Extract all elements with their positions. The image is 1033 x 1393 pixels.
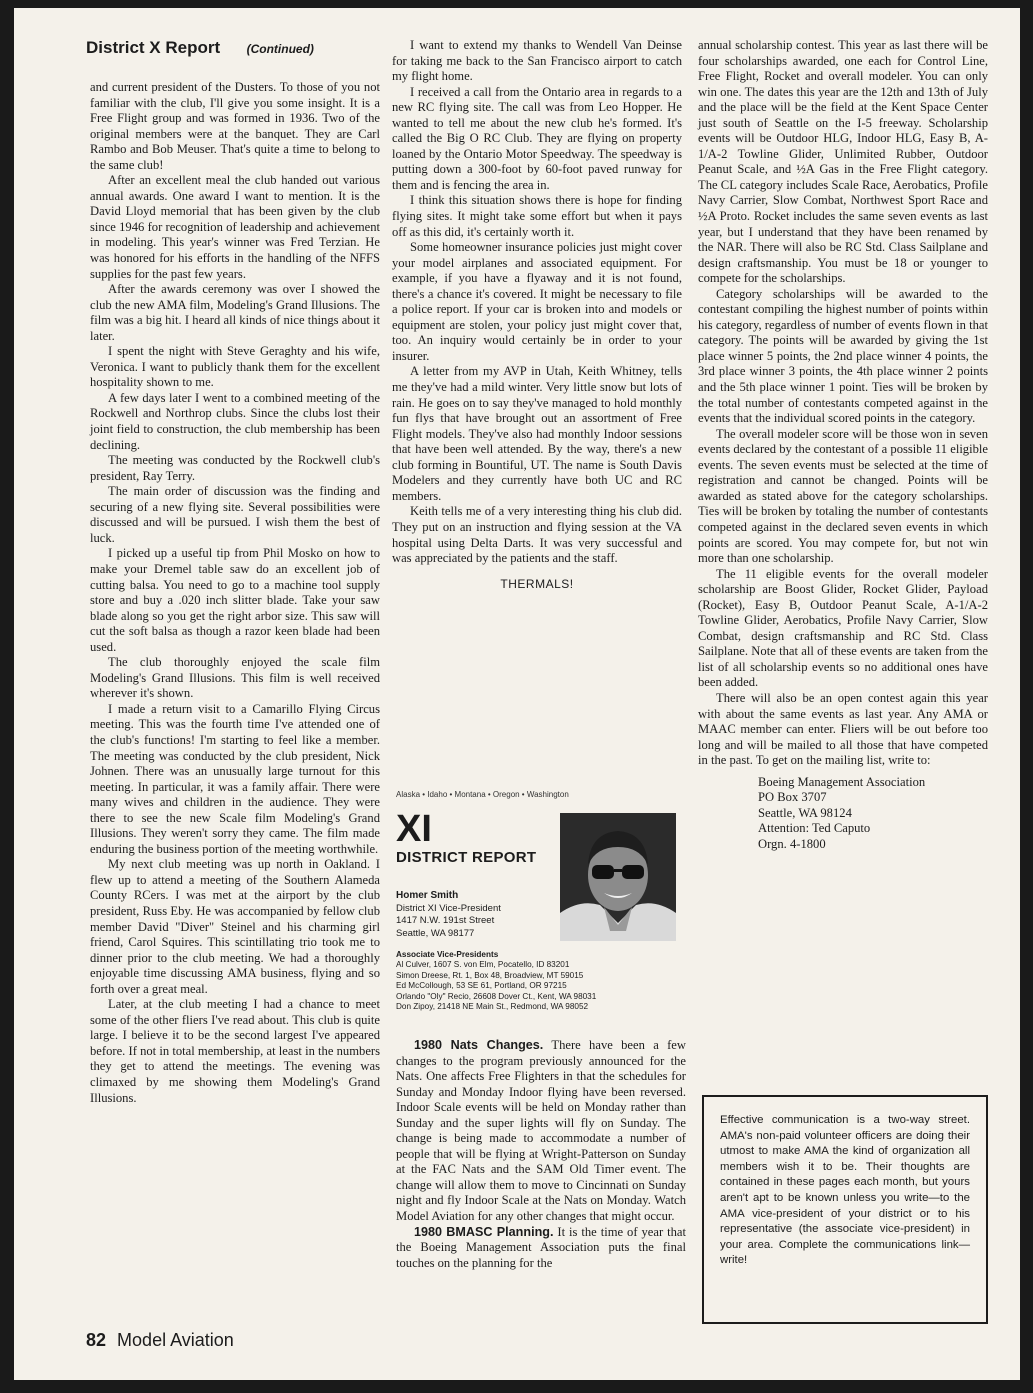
page-number: 82 xyxy=(86,1330,107,1350)
vp-street: 1417 N.W. 191st Street xyxy=(396,915,495,926)
paragraph: The 11 eligible events for the overall modeler scholarship are Boost Glider, Rocket Glider, Payload (Rocket), Easy B, Outdoor Peanut Scale, A-1/A-2 Towline Glider, Aerobatics, Profile Navy Carrier, Slow Combat, design craftsmanship and RC Std. Class Sailplane. Note that all of these events are taken from the list of all scholarship events so no additional ones have been added. xyxy=(698,566,988,690)
paragraph: I picked up a useful tip from Phil Mosko on how to make your Dremel table saw do an excellent job of cutting balsa. You need to go to a machine tool supply store and buy a .020 inch slitter blade. Take your saw blade along so you get the right arbor size. This saw will cut the soft balsa as though a razor keen blade had been used. xyxy=(90,546,380,654)
paragraph: annual scholarship contest. This year as last there will be four scholarships awarded, one each for Control Line, Free Flight, Rocket and overall modeler. You can only win one. The dates this year are the 12th and 13th of July and the place will be the field at the Kent Space Center just south of Seattle on the I-5 freeway. Scholarship events will be Outdoor HLG, Indoor HLG, Easy B, A-1/A-2 Towline Glider, Unlimited Rubber, Outdoor Peanut Scale, and ½A Gas in the Free Flight category. The CL category includes Scale Race, Aerobatics, Profile Navy Carrier, Slow Combat, Northwest Sport Race and ½A Proto. Rocket includes the same seven events as last year, but I understand that they have been renamed by the NAR. There will also be RC Std. Class Sailplane and design craftsmanship. You must be 18 or younger to compete for the scholarships. xyxy=(698,38,988,286)
paragraph: I made a return visit to a Camarillo Flying Circus meeting. This was the fourth time I've attended one of the club's functions! I'm starting to feel like a member. The meeting was conducted by the club president, Nick Johnen. There was an unusually large turnout for this meeting. In particular, it was a family affair. There were many wives and children in the audience. They were there to see the new Scale film Modeling's Grand Illusions. They weren't sorry they came. The film made enduring the business portion of the meeting worthwhile. xyxy=(90,701,380,856)
address-line: Orgn. 4-1800 xyxy=(758,837,826,852)
paragraph: Some homeowner insurance policies just might cover your model airplanes and associated equipment. For example, if you have a flyaway and it is not found, there's a chance it's covered. It might be necessary to file a police report. If your car is broken into and models or equipment are stolen, your policy just might cover that, too. An inquiry would certainly be in order to your insurer. xyxy=(392,240,682,363)
vp-title: District XI Vice-President xyxy=(396,902,501,914)
assoc-entry: Ed McCollough, 53 SE 61, Portland, OR 97215 xyxy=(396,981,567,991)
paragraph: A letter from my AVP in Utah, Keith Whitney, tells me they've had a mild winter. Very little snow but lots of rain. He goes on to say they've managed to hold monthly fun flys that have brought out an assortment of Free Flight models. They've also had monthly Indoor sessions that have been well attended. By the way, there's a new club forming in Bountiful, UT. The name is South Davis Modelers and they currently have both UC and RC members. xyxy=(392,364,682,503)
paragraph: After an excellent meal the club handed out various annual awards. One award I want to mention. It is the David Lloyd memorial that has been given by the club since 1946 for recognition of leadership and achievement in modeling. This year's winner was Fred Terzian. He was honored for his efforts in the handling of the NFFS supplies for the past few years. xyxy=(90,173,380,281)
district-report-title: DISTRICT REPORT xyxy=(396,849,537,866)
paragraph: I received a call from the Ontario area in regards to a new RC flying site. The call was from Leo Hopper. He wanted to tell me about the new club he's formed. It's called the Big O RC Club. They are flying on property loaned by the Ontario Motor Speedway. The speedway is putting down a 300-foot by 60-foot paved runway for them and is fencing the area in. xyxy=(392,84,682,192)
column-header xyxy=(86,38,386,58)
associate-vps xyxy=(396,950,686,1012)
district-states: Alaska • Idaho • Montana • Oregon • Washington xyxy=(396,790,569,799)
column-3 xyxy=(698,38,988,853)
bmasc-heading: 1980 BMASC Planning. xyxy=(414,1224,554,1239)
vp-name: Homer Smith xyxy=(396,890,459,901)
bmasc-text: It is the time of year that the Boeing Management Association puts the final touches on the planning for the xyxy=(396,1224,686,1270)
portrait-illustration xyxy=(560,813,676,941)
column-1 xyxy=(90,80,380,1106)
paragraph: The meeting was conducted by the Rockwell club's president, Ray Terry. xyxy=(90,453,380,483)
communication-text: Effective communication is a two-way street. AMA's non-paid volunteer officers are doing their utmost to make AMA the kind of organization all members wish it to be. Their thoughts are contained in these pages each month, but yours aren't apt to be known unless you write—to the AMA vice-president of your district or to his representative (the associate vice-president) in your area. Complete the communications link—write! xyxy=(720,1114,970,1267)
header-continued: (Continued) xyxy=(246,42,314,56)
paragraph: I spent the night with Steve Geraghty and his wife, Veronica. I want to publicly thank them for the excellent hospitality shown to me. xyxy=(90,344,380,390)
paragraph: The main order of discussion was the finding and securing of a new flying site. Several possibilities were discussed and will be pursued. I wish them the best of luck. xyxy=(90,484,380,545)
communication-box xyxy=(702,1095,988,1324)
assoc-entry: Don Zipoy, 21418 NE Main St., Redmond, WA 98052 xyxy=(396,1002,589,1012)
paragraph: I want to extend my thanks to Wendell Van Deinse for taking me back to the San Francisco airport to catch my flight home. xyxy=(392,38,682,84)
page-footer xyxy=(86,1330,234,1351)
assoc-entry: Al Culver, 1607 S. von Elm, Pocatello, ID 83201 xyxy=(396,960,570,970)
sign-off: THERMALS! xyxy=(500,576,574,591)
mailing-address xyxy=(758,775,988,853)
magazine-page xyxy=(14,8,1020,1380)
paragraph: There will also be an open contest again this year with about the same events as last year. Any AMA or MAAC member can enter. Fliers will be out before too long and will be mailed to all those that have competed in the past. To get on the mailing list, write to: xyxy=(698,690,988,768)
paragraph-bmasc xyxy=(396,1225,686,1272)
nats-heading: 1980 Nats Changes. xyxy=(414,1038,544,1052)
address-line: Boeing Management Association xyxy=(758,774,926,789)
column-2 xyxy=(392,38,682,592)
header-title: District X Report xyxy=(86,38,221,57)
paragraph: The club thoroughly enjoyed the scale film Modeling's Grand Illusions. This film is well received wherever it's shown. xyxy=(90,655,380,701)
address-line: PO Box 3707 xyxy=(758,790,827,805)
vp-portrait-photo xyxy=(560,813,676,941)
paragraph: The overall modeler score will be those won in seven events declared by the contestant of a possible 11 eligible events. The seven events must be selected at the time of registration and cannot be changed. Points will be awarded as stated above for the category scholarships. Ties will be broken by totaling the number of contestants competed against in the declared seven events in which points are scored. You may compete for, but not win more than one scholarship. xyxy=(698,426,988,566)
paragraph: My next club meeting was up north in Oakland. I flew up to attend a meeting of the Southern Alameda County RCers. I was met at the airport by the club president, Russ Eby. He was accompanied by fellow club member David "Diver" Steinel and his charming girl friend, Carol Squires. This scintillating trio took me to dinner prior to the club meeting. We had a thoroughly enjoyable time discussing AMA business, flying and so forth over a great meal. xyxy=(90,857,380,996)
assoc-heading: Associate Vice-Presidents xyxy=(396,950,499,959)
assoc-entry: Orlando "Oly" Recio, 26608 Dover Ct., Kent, WA 98031 xyxy=(396,991,597,1001)
vp-city: Seattle, WA 98177 xyxy=(396,927,475,939)
paragraph: Keith tells me of a very interesting thing his club did. They put on an instruction and flying session at the VA hospital using Delta Darts. It was very successful and was appreciated by the patients and the staff. xyxy=(392,504,682,566)
address-line: Seattle, WA 98124 xyxy=(758,805,852,820)
district-numeral: XI xyxy=(396,808,432,850)
paragraph: Later, at the club meeting I had a chance to meet some of the other fliers I've read about. This club is quite large. I believe it to be the second largest I've appeared before. If not in total membership, at least in the numbers they get to attend the meetings. The evening was climaxed by me showing them Modeling's Grand Illusions. xyxy=(90,997,380,1105)
paragraph: A few days later I went to a combined meeting of the Rockwell and Northrop clubs. Since the clubs lost their joint field to construction, the club membership has been declining. xyxy=(90,390,380,452)
nats-text: There have been a few changes to the program previously announced for the Nats. One affects Free Flighters in that the schedules for Sunday and Monday Indoor flying have been reversed. Indoor Scale events will be held on Monday rather than Sunday and the super lights will fly on Sunday. The change is being made to accommodate a number of people that will be flying at Wright-Patterson on Sunday at the FAC Nats and the SAM Old Timer event. The change will allow them to move to Cincinnati on Sunday night and fly Indoor Scale at the Nats on Monday. Watch Model Aviation for any other changes that might occur. xyxy=(396,1038,686,1224)
assoc-entry: Simon Dreese, Rt. 1, Box 48, Broadview, MT 59015 xyxy=(396,970,584,980)
magazine-name: Model Aviation xyxy=(117,1330,234,1350)
paragraph: and current president of the Dusters. To those of you not familiar with the club, I'll give you some insight. It is a Free Flight group and was formed in 1936. Two of the original members were at the banquet. They are Carl Rambo and Bob Meuser. That's quite a time to belong to the same club! xyxy=(90,80,380,172)
paragraph: After the awards ceremony was over I showed the club the new AMA film, Modeling's Grand Illusions. The film was a big hit. I heard all kinds of nice things about it later. xyxy=(90,282,380,343)
paragraph-nats xyxy=(396,1038,686,1225)
paragraph: Category scholarships will be awarded to the contestant compiling the highest number of points within his category, regardless of number of events flown in that category. The points will be awarded by giving the 1st place winner 5 points, the 2nd place winner 4 points, the 3rd place winner 3 points, the 4th place winner 2 points and the 5th place winner 1 point. Ties will be broken by the total number of contestants competed against in the events that the individual scored points in the category. xyxy=(698,286,988,426)
column-2-lower xyxy=(396,1038,686,1271)
paragraph: I think this situation shows there is hope for finding flying sites. It might take some effort but when it pays off as this did, it's certainly worth it. xyxy=(392,193,682,239)
address-line: Attention: Ted Caputo xyxy=(758,821,871,836)
